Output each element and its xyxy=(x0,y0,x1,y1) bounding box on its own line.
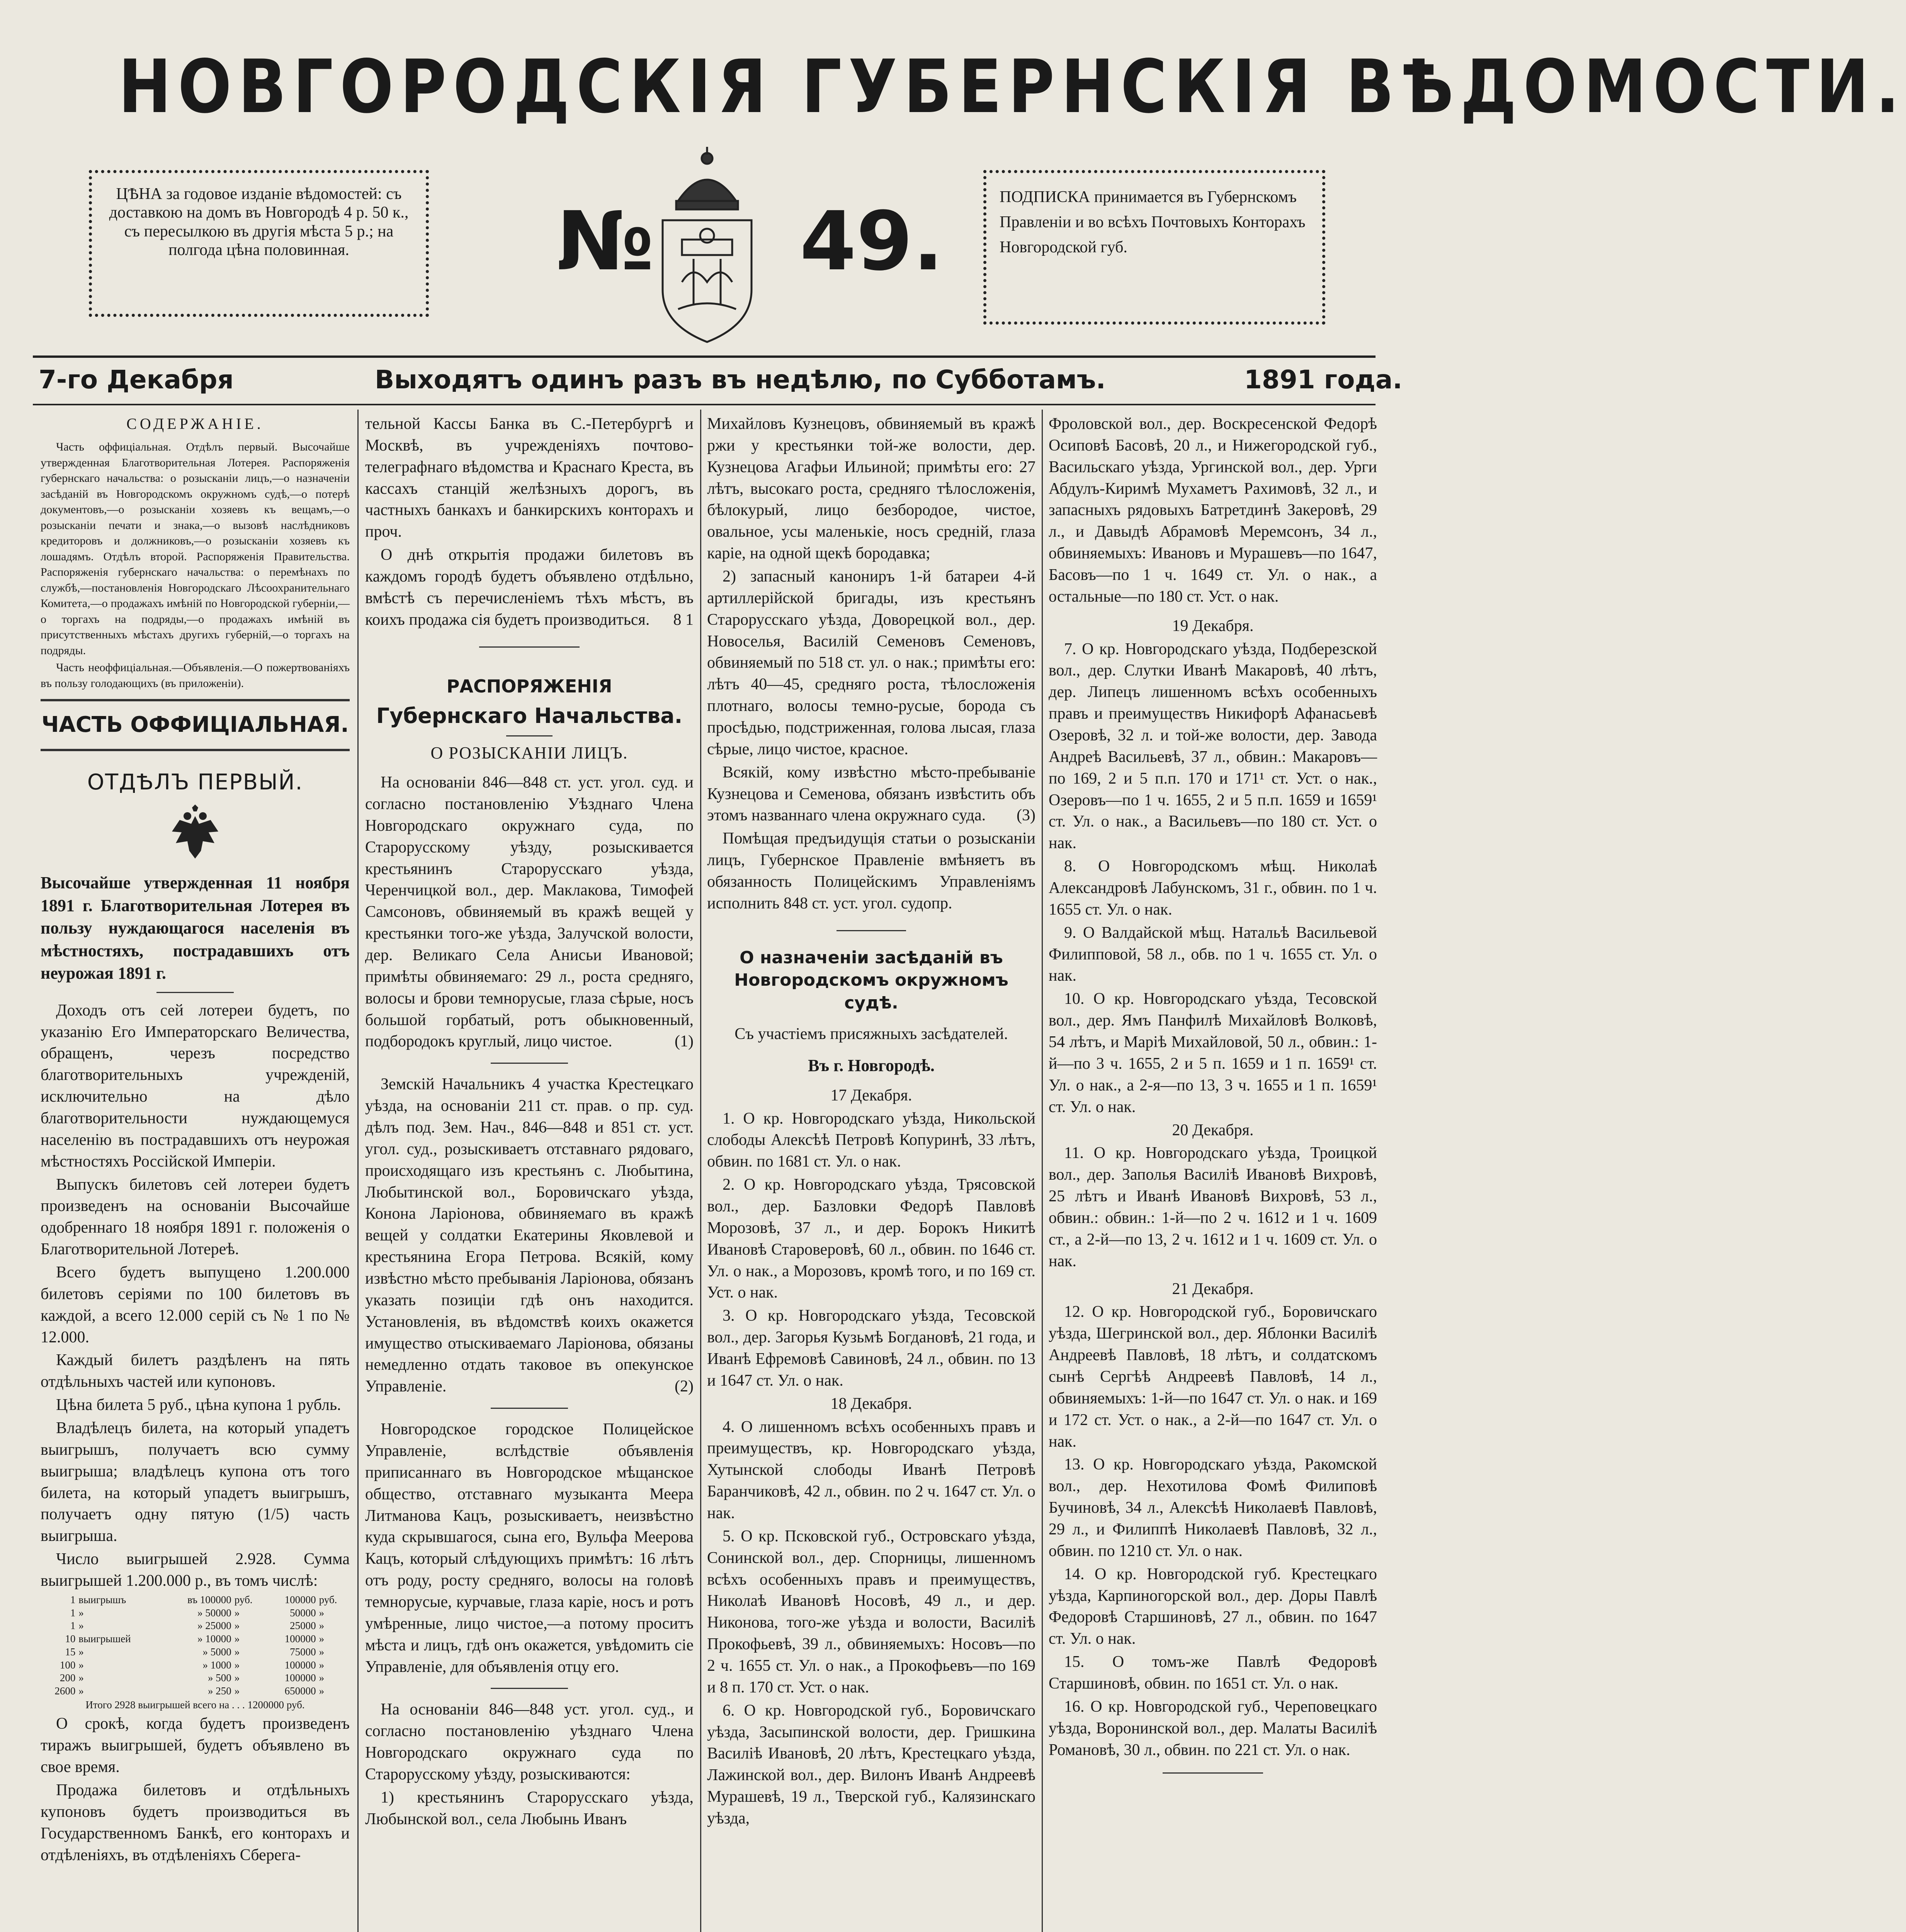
date-heading: 19 Декабря. xyxy=(1172,617,1254,635)
lottery-title: Высочайше утвержденная 11 ноября 1891 г. Благотворительная Лотерея въ пользу нуждающагося населенія въ мѣстностяхъ, пострадавшихъ отъ неурожая 1891 г. xyxy=(41,873,350,983)
notice-paragraph: 1) крестьянинъ Старорусскаго уѣзда, Любынской вол., села Любынь Иванъ xyxy=(365,1788,694,1828)
prize-cell: » xyxy=(319,1620,325,1632)
column-3 xyxy=(707,413,1035,1831)
prize-cell: 100 xyxy=(60,1659,76,1671)
case-item: 5. О кр. Псковской губ., Островскаго уѣзда, Сонинской вол., дер. Спорницы, лишенномъ всѣхъ особенныхъ правъ и преимуществъ, Николаѣ Ивановѣ Носовѣ, 49 л., и дер. Никонова, того-же уѣзда и волости, Василіѣ Прокофьевѣ, 39 л., обвиняемыхъ: Носовъ—по 2 ч. 1655 ст. Ул. о нак., а Прокофьевъ—по 169 и 8 п. 170 ст. Уст. о нак. xyxy=(707,1527,1035,1696)
prize-cell: въ 100000 xyxy=(187,1594,231,1605)
prize-row xyxy=(41,1633,350,1646)
rule xyxy=(41,749,350,751)
prize-cell: » xyxy=(78,1685,84,1697)
prize-cell: 25000 xyxy=(290,1620,316,1632)
prize-cell: » xyxy=(234,1685,240,1697)
notice-paragraph xyxy=(365,1074,694,1398)
notice-paragraph: Михайловъ Кузнецовъ, обвиняемый въ кражѣ ржи у крестьянки той-же волости, дер. Кузнецова Агафьи Ильиной; примѣты его: 27 лѣтъ, высокаго роста, средняго тѣлосложенія, бѣлокурый, лицо безбородое, чистое, овальное, усы маленькіе, носъ средній, глаза каріе, на одной щекѣ бородавка; xyxy=(707,415,1035,563)
notice-paragraph: 2) запасный канониръ 1-й батареи 4-й артиллерійской бригады, изъ крестьянъ Старорусскаго уѣзда, Доворецкой вол., дер. Новоселья, Василій Семеновъ Семеновъ, обвиняемый по 518 ст. ул. о нак.; примѣты его: лѣтъ 40—45, средняго роста, тѣлосложенія плотнаго, волосы темно-русые, борода съ просѣдью, подстриженная, голова лысая, глаза сѣрые, лицо чистое, красное. xyxy=(707,568,1035,758)
prize-cell: » xyxy=(234,1659,240,1671)
reference-number: 8 1 xyxy=(673,611,694,629)
rule xyxy=(837,930,906,931)
column-1 xyxy=(41,413,350,1867)
case-item: 3. О кр. Новгородскаго уѣзда, Тесовской вол., дер. Загорья Кузьмѣ Богдановѣ, 21 года, и Иванѣ Ефремовѣ Савиновѣ, 24 л., обвин. по 13 и 1647 ст. Ул. о нак. xyxy=(707,1307,1035,1389)
date-heading: 18 Декабря. xyxy=(830,1395,912,1413)
prize-cell: » xyxy=(234,1633,240,1645)
reference-number: (3) xyxy=(1017,806,1035,825)
prize-table xyxy=(41,1594,350,1698)
prize-cell: » xyxy=(234,1607,240,1619)
case-item: 7. О кр. Новгородскаго уѣзда, Подберезской вол., дер. Слутки Иванѣ Макаровѣ, 40 лѣтъ, дер. Липецъ лишенномъ всѣхъ особенныхъ правъ и преимуществъ Никифорѣ Афанасьевѣ Озеровѣ, 32 л. и той-же волости, дер. Завода Андреѣ Васильевѣ, 37 л., обвин.: Макаровъ—по 169, 2 и 5 п.п. 170 и 171¹ ст. Уст. о нак., Озеровъ—по 1 ч. 1655, 2 и 5 п.п. 1659 и 1659¹ ст. Ул. о нак., а Васильевъ—по 180 ст. Уст. о нак. xyxy=(1049,640,1377,852)
case-item: 1. О кр. Новгородскаго уѣзда, Никольской слободы Алексѣѣ Петровѣ Копуринѣ, 33 лѣтъ, обвин. по 1681 ст. Ул. о нак. xyxy=(707,1109,1035,1171)
notice-paragraph: Новгородское городское Полицейское Управленіе, вслѣдствіе объявленія приписаннаго въ Новгородское мѣщанское общество, отставнаго музыканта Меера Литманова Кацъ, розыскиваетъ, неизвѣстно куда скрывшагося, сына его, Вульфа Меерова Кацъ, который слѣдующихъ примѣтъ: 16 лѣтъ отъ роду, росту средняго, волосы на головѣ темнорусые, курчавые, глаза каріе, носъ и ротъ умѣренные, лицо чистое,—а потому проситъ мѣста и лицъ, гдѣ онъ окажется, увѣдомить сіе Управленіе, для объявленія отцу его. xyxy=(365,1420,694,1676)
prize-cell: » xyxy=(234,1620,240,1632)
lottery-paragraph: Выпускъ билетовъ сей лотереи будетъ произведенъ на основаніи Высочайше одобреннаго 18 ноября 1891 г. положенія о Благотворительной Лотереѣ. xyxy=(41,1175,350,1259)
rule xyxy=(491,1063,568,1064)
issue-date: 7-го Декабря xyxy=(39,365,234,395)
court-sessions-subheading: Съ участіемъ присяжныхъ засѣдателей. xyxy=(735,1025,1008,1043)
issue-year: 1891 года. xyxy=(1244,365,1403,395)
section-official-heading: ЧАСТЬ ОФФИЦІАЛЬНАЯ. xyxy=(41,712,349,738)
prize-row xyxy=(41,1594,350,1607)
prize-cell: » 500 xyxy=(208,1672,231,1684)
case-item: 2. О кр. Новгородскаго уѣзда, Трясовской вол., дер. Базловки Федорѣ Павловѣ Морозовѣ, 37 л., и дер. Борокъ Никитѣ Ивановѣ Староверовѣ, 60 л., обвин. по 1646 ст. Ул. о нак., а Морозовъ, кромѣ того, и по 169 ст. Уст. о нак. xyxy=(707,1176,1035,1302)
issue-number: 49. xyxy=(800,194,944,289)
case-item: 14. О кр. Новгородской губ. Крестецкаго уѣзда, Карпиногорской вол., дер. Доры Павлѣ Федоровѣ Старшиновѣ, 27 л., обвин. по 1647 ст. Ул. о нак. xyxy=(1049,1565,1377,1648)
court-sessions-heading: О назначеніи засѣданій въ Новгородскомъ окружномъ судѣ. xyxy=(734,947,1008,1013)
search-persons-heading: О РОЗЫСКАНІИ ЛИЦЪ. xyxy=(430,743,628,762)
rule xyxy=(1163,1772,1263,1774)
coat-of-arms-icon xyxy=(655,143,759,348)
prize-cell: 75000 xyxy=(290,1646,316,1658)
case-item: 9. О Валдайской мѣщ. Натальѣ Васильевой Филипповой, 58 л., обв. по 1 ч. 1655 ст. Ул. о нак. xyxy=(1049,923,1377,985)
newspaper-title: НОВГОРОДСКІЯ ГУБЕРНСКІЯ ВѢДОМОСТИ. xyxy=(118,44,1906,129)
prize-cell: » xyxy=(319,1633,325,1645)
subscription-box xyxy=(983,170,1325,325)
prize-cell: » 5000 xyxy=(202,1646,231,1658)
prize-cell: 10 xyxy=(65,1633,76,1645)
contents-official: Часть оффиціальная. Отдѣлъ первый. Высочайше утвержденная Благотворительная Лотерея. Распоряженія губернскаго начальства: о розысканіи лицъ,—о назначеніи засѣданій въ Новгородскомъ окружномъ судѣ,—о потерѣ документовъ,—о розысканіи хозяевъ къ вещамъ,—о розысканіи печати и знака,—о вызовѣ наслѣдниковъ кредиторовъ и должниковъ,—о розысканіи хозяевъ къ лошадямъ. Отдѣлъ второй. Распоряженія Правительства. Распоряженія губернскаго начальства: о перемѣнахъ по службѣ,—постановленія Новгородскаго Лѣсоохранительнаго Комитета,—о продажахъ имѣній по Новгородской губерніи,—о торгахъ на подряды,—о продажахъ имѣній въ присутственныхъ мѣстахъ другихъ губерній,—о торгахъ на подряды. xyxy=(41,440,350,657)
prize-cell: 2600 xyxy=(54,1685,76,1697)
case-item: 15. О томъ-же Павлѣ Федоровѣ Старшиновѣ, обвин. по 1651 ст. Ул. о нак. xyxy=(1049,1653,1377,1692)
prize-cell: 1 xyxy=(70,1594,76,1605)
prize-cell: 650000 xyxy=(284,1685,316,1697)
lottery-paragraph: О срокѣ, когда будетъ произведенъ тиражъ выигрышей, будетъ объявлено въ свое время. xyxy=(41,1715,350,1776)
lottery-paragraph: Владѣлецъ билета, на который упадетъ выигрышъ, получаетъ всю сумму выигрыша; владѣлецъ купона отъ того билета, на который упадетъ выигрышъ, получаетъ одну пятую (1/5) часть выигрыша. xyxy=(41,1419,350,1545)
notice-text: Земскій Начальникъ 4 участка Крестецкаго уѣзда, на основаніи 211 ст. прав. о пр. суд. дѣлъ под. Зем. Нач., 846—848 и 851 ст. уст. угол. суд., розыскиваетъ отставнаго рядоваго, происходящаго изъ крестьянъ с. Любытина, Любытинской вол., Боровичскаго уѣзда, Конона Ларіонова, обвиняемаго въ кражѣ вещей у солдатки Екатерины Яковлевой и крестьянина Егора Петрова. Всякій, кому извѣстно мѣсто пребыванія Ларіонова, обязанъ указать позиціи гдѣ онъ находится. Установленія, въ вѣдомствѣ коихъ окажется имущество отыскиваемаго Ларіонова, обязаны немедленно отдать таковое въ опекунское Управленіе. xyxy=(365,1075,694,1396)
contents-heading: СОДЕРЖАНІЕ. xyxy=(126,415,264,432)
prize-cell: » xyxy=(78,1659,84,1671)
prize-cell: » 250 xyxy=(208,1685,231,1697)
prize-cell: 50000 xyxy=(290,1607,316,1619)
prize-cell: » xyxy=(319,1685,325,1697)
prize-cell: » 10000 xyxy=(197,1633,231,1645)
notice-paragraph xyxy=(365,772,694,1053)
case-item: 11. О кр. Новгородскаго уѣзда, Троицкой вол., дер. Заполья Василіѣ Ивановѣ Вихровѣ, 25 лѣтъ и Иванѣ Ивановѣ Вихровѣ, 53 л., обвин.: обвин.: 1-й—по 2 ч. 1612 и 1 ч. 1609 ст., а 2-й—по 13, 2 ч. 1612 и 1 ч. 1609 ст. Ул. о нак. xyxy=(1049,1144,1377,1270)
lottery-paragraph xyxy=(365,544,694,631)
prize-cell: » xyxy=(78,1672,84,1684)
lottery-paragraph-text: О днѣ открытія продажи билетовъ въ каждомъ городѣ будетъ объявлено отдѣльно, вмѣстѣ съ перечисленіемъ тѣхъ мѣстъ, въ коихъ продажа сія будетъ производиться. xyxy=(365,546,694,629)
column-4 xyxy=(1049,413,1377,1785)
dateline-rule xyxy=(33,404,1376,405)
reference-number: (2) xyxy=(675,1378,694,1396)
case-item: 8. О Новгородскомъ мѣщ. Николаѣ Александровѣ Лабунскомъ, 31 г., обвин. по 1 ч. 1655 ст. Ул. о нак. xyxy=(1049,857,1377,918)
prize-cell: » xyxy=(319,1646,325,1658)
reference-number: (1) xyxy=(675,1032,694,1051)
rule xyxy=(506,735,553,736)
notice-paragraph: Помѣщая предъидущія статьи о розысканіи лицъ, Губернское Правленіе вмѣняетъ въ обязанность Полицейскимъ Управленіямъ исполнить 848 ст. уст. угол. судопр. xyxy=(707,830,1035,912)
prize-cell: выигрышъ xyxy=(78,1594,126,1605)
lottery-paragraph: тельной Кассы Банка въ С.-Петербургѣ и Москвѣ, въ учрежденіяхъ почтово-телеграфнаго вѣдомства и Краснаго Креста, въ кассахъ станцій желѣзныхъ дорогъ, въ частныхъ банкахъ и банкирскихъ конторахъ и проч. xyxy=(365,415,694,541)
prize-cell: » xyxy=(234,1646,240,1658)
orders-subheading: Губернскаго Начальства. xyxy=(376,703,683,728)
case-item: 12. О кр. Новгородской губ., Боровичскаго уѣзда, Шегринской вол., дер. Яблонки Василіѣ Андреевѣ Павловѣ, 18 лѣтъ, и солдатскомъ сынѣ Сергѣѣ Андреевѣ Павловѣ, 14 л., обвиняемыхъ: 1-й—по 1647 ст. Ул. о нак. и 169 и 172 ст. Уст. о нак., а 2-й—по 1647 ст. Ул. о нак. xyxy=(1049,1303,1377,1451)
notice-text: На основаніи 846—848 ст. уст. угол. суд. и согласно постановленію Уѣзднаго Члена Новгородскаго окружнаго суда, по Старорусскому уѣзду, розыскивается крестьянинъ Старорусскаго уѣзда, Черенчицкой вол., дер. Маклакова, Тимофей Самсоновъ, обвиняемый въ кражѣ вещей у крестьянки того-же уѣзда, Залучской волости, дер. Великаго Села Анисьи Ивановой; примѣты обвиняемаго: 29 л., роста средняго, волосы и брови темнорусые, глаза сѣрые, носъ большой горбатый, ротъ обыкновенный, подбородокъ круглый, лицо чистое. xyxy=(365,774,694,1051)
case-item: 13. О кр. Новгородскаго уѣзда, Ракомской вол., дер. Нехотилова Фомѣ Филиповѣ Бучиновѣ, 34 л., Алексѣѣ Николаевѣ Павловѣ, 29 л., и Филиппѣ Николаевѣ Павловѣ, 32 л., обвин. по 1210 ст. Ул. о нак. xyxy=(1049,1456,1377,1560)
lottery-paragraph: Всего будетъ выпущено 1.200.000 билетовъ серіями по 100 билетовъ въ каждой, а всего 12.000 серій съ № 1 по № 12.000. xyxy=(41,1264,350,1346)
prize-cell: » xyxy=(234,1672,240,1684)
prize-cell: » 50000 xyxy=(197,1607,231,1619)
city-heading: Въ г. Новгородѣ. xyxy=(808,1056,935,1075)
notice-paragraph xyxy=(707,762,1035,827)
prize-cell: » xyxy=(319,1659,325,1671)
prize-cell: 100000 xyxy=(284,1633,316,1645)
rule xyxy=(479,646,580,648)
case-item: Фроловской вол., дер. Воскресенской Федорѣ Осиповѣ Басовѣ, 20 л., и Нижегородской губ., Васильскаго уѣзда, Ургинской вол., дер. Урги Абдулъ-Киримѣ Мухаметъ Рахимовѣ, 32 л., и запасныхъ рядовыхъ Батретдинѣ Закеровѣ, 29 л., и Давыдѣ Абрамовѣ Меремсонъ, 34 л., обвиняемыхъ: Ивановъ и Мурашевъ—по 1647, Басовъ—по 1 ч. 1649 ст. Ул. о нак., а остальные—по 180 ст. Уст. о нак. xyxy=(1049,415,1377,605)
prize-cell: » xyxy=(78,1646,84,1658)
prize-cell: 200 xyxy=(60,1672,76,1684)
prize-row xyxy=(41,1659,350,1672)
prize-cell: » xyxy=(78,1607,84,1619)
masthead-rule xyxy=(33,355,1376,358)
prize-cell: » xyxy=(319,1607,325,1619)
prize-cell: 100000 xyxy=(284,1659,316,1671)
prize-row xyxy=(41,1672,350,1685)
date-heading: 21 Декабря. xyxy=(1172,1280,1254,1298)
double-headed-eagle-icon xyxy=(168,804,222,862)
column-rule xyxy=(357,410,359,1932)
lottery-paragraph: Число выигрышей 2.928. Сумма выигрышей 1.200.000 р., въ томъ числѣ: xyxy=(41,1550,350,1590)
prize-cell: 1 xyxy=(70,1620,76,1632)
rule xyxy=(41,699,350,701)
case-item: 4. О лишенномъ всѣхъ особенныхъ правъ и преимуществъ, кр. Новгородскаго уѣзда, Хутынской слободы Иванѣ Петровѣ Баранчиковѣ, 42 л., обвин. по 2 ч. 1647 ст. Ул. о нак. xyxy=(707,1418,1035,1522)
department-heading: ОТДѢЛЪ ПЕРВЫЙ. xyxy=(87,769,303,795)
prize-cell: » 1000 xyxy=(202,1659,231,1671)
contents-unofficial: Часть неоффиціальная.—Объявленія.—О пожертвованіяхъ въ пользу голодающихъ (въ приложеніи). xyxy=(41,661,350,690)
notice-paragraph: На основаніи 846—848 уст. угол. суд., и согласно постановленію уѣзднаго Члена Новгородскаго окружнаго суда по Старорусскому уѣзду, розыскиваются: xyxy=(365,1701,694,1784)
date-heading: 17 Декабря. xyxy=(830,1086,912,1104)
prize-cell: 100000 xyxy=(284,1672,316,1684)
prize-row xyxy=(41,1685,350,1698)
publication-frequency: Выходятъ одинъ разъ въ недѣлю, по Субботамъ. xyxy=(375,365,1106,395)
column-2 xyxy=(365,413,694,1832)
prize-cell: 15 xyxy=(65,1646,76,1658)
notice-text: Всякій, кому извѣстно мѣсто-пребываніе Кузнецова и Семенова, обязанъ извѣстить объ этомъ названнаго члена окружнаго суда. xyxy=(707,763,1035,825)
case-item: 16. О кр. Новгородской губ., Череповецкаго уѣзда, Воронинской вол., дер. Малаты Василіѣ Романовѣ, 30 л., обвин. по 221 ст. Ул. о нак. xyxy=(1049,1697,1377,1759)
rule xyxy=(491,1408,568,1409)
date-heading: 20 Декабря. xyxy=(1172,1121,1254,1139)
prize-cell: руб. xyxy=(319,1594,337,1605)
column-rule xyxy=(1042,410,1043,1932)
lottery-paragraph: Цѣна билета 5 руб., цѣна купона 1 рубль. xyxy=(56,1396,341,1414)
lottery-paragraph: Продажа билетовъ и отдѣльныхъ купоновъ будетъ производиться въ Государственномъ Банкѣ, его конторахъ и отдѣленіяхъ, въ отдѣленіяхъ Сберега- xyxy=(41,1781,350,1864)
case-item: 10. О кр. Новгородскаго уѣзда, Тесовской вол., дер. Ямъ Панфилѣ Михайловѣ Волковѣ, 54 лѣтъ, и Маріѣ Михайловой, 50 л., обвин.: 1-й—по 3 ч. 1655, 2 и 5 п. 1659 и 1 п. 1659¹ ст. Ул. о нак., а 2-я—по 13, 3 ч. 1655 и 1 п. 1659¹ ст. Ул. о нак. xyxy=(1049,990,1377,1116)
prize-row xyxy=(41,1619,350,1633)
price-text: ЦѢНА за годовое изданіе вѣдомостей: съ доставкою на домъ въ Новгородѣ 4 р. 50 к., съ пересылкою въ другія мѣста 5 р.; на полгода цѣна половинная. xyxy=(109,185,409,259)
prize-total: Итого 2928 выигрышей всего на . . . 1200000 руб. xyxy=(85,1699,305,1711)
column-rule xyxy=(700,410,701,1932)
subscription-text: ПОДПИСКА принимается въ Губернскомъ Правленіи и во всѣхъ Почтовыхъ Конторахъ Новгородской губ. xyxy=(1000,188,1306,257)
rule xyxy=(156,992,234,993)
rule xyxy=(491,1688,568,1689)
prize-cell: » xyxy=(319,1672,325,1684)
prize-row xyxy=(41,1607,350,1620)
lottery-paragraph: Каждый билетъ раздѣленъ на пять отдѣльныхъ частей или купоновъ. xyxy=(41,1351,350,1391)
prize-row xyxy=(41,1646,350,1659)
prize-cell: выигрышей xyxy=(78,1633,131,1645)
orders-heading: РАСПОРЯЖЕНІЯ xyxy=(446,675,612,697)
prize-cell: 1 xyxy=(70,1607,76,1619)
prize-cell: » xyxy=(78,1620,84,1632)
case-item: 6. О кр. Новгородской губ., Боровичскаго уѣзда, Засыпинской волости, дер. Гришкина Василіѣ Ивановѣ, 20 лѣтъ, Крестецкаго уѣзда, Лажинской вол., дер. Вилонъ Иванѣ Андреевѣ Мурашевѣ, 19 л., Тверской губ., Калязинскаго уѣзда, xyxy=(707,1701,1035,1828)
price-box xyxy=(89,170,429,317)
issue-number-sign: № xyxy=(556,194,654,289)
prize-cell: 100000 xyxy=(284,1594,316,1605)
prize-cell: руб. xyxy=(234,1594,253,1605)
prize-cell: » 25000 xyxy=(197,1620,231,1632)
lottery-paragraph: Доходъ отъ сей лотереи будетъ, по указанію Его Императорскаго Величества, обращенъ, черезъ посредство благотворительныхъ учрежденій, исключительно на дѣло благотворительности нуждающемуся населенію въ пострадавшихъ отъ неурожая мѣстностяхъ Россійской Имперіи. xyxy=(41,1001,350,1170)
